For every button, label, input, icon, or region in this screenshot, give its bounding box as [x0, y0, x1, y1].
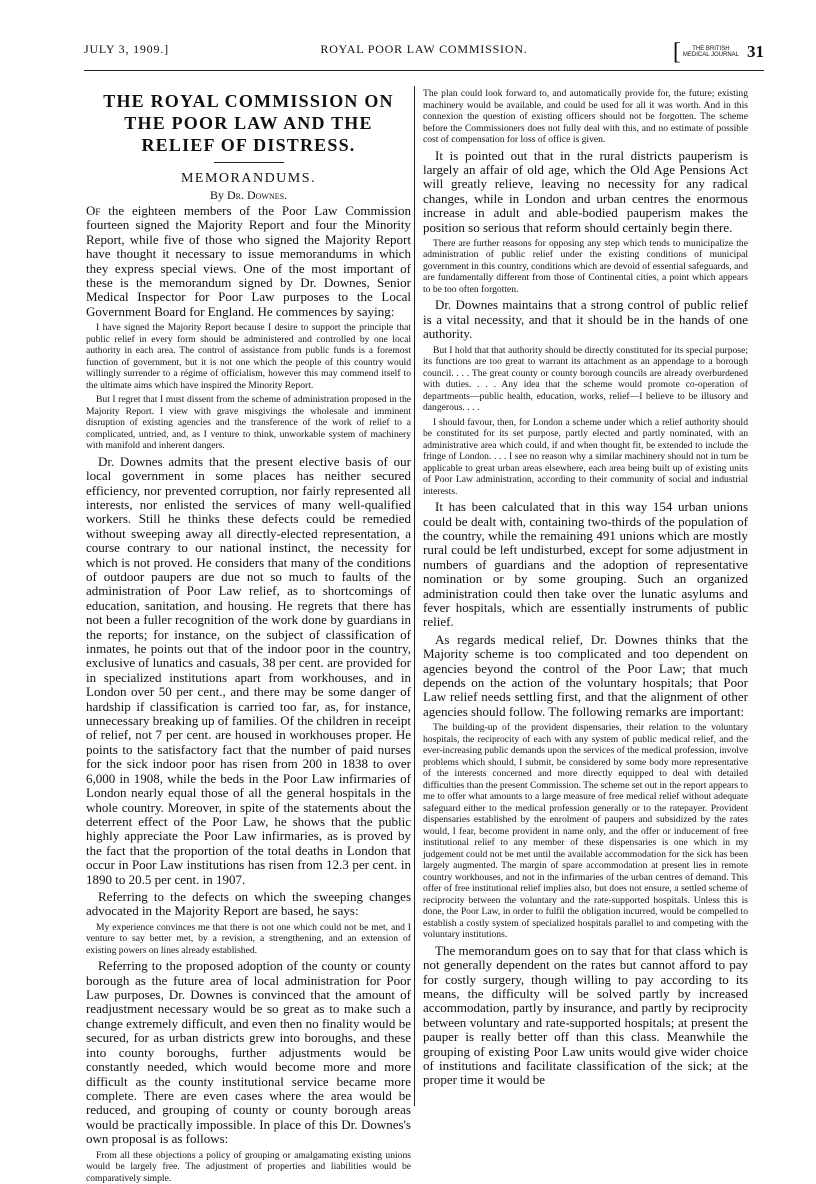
journal-name [683, 46, 739, 59]
right-column [423, 88, 748, 1108]
header-running-title: ROYAL POOR LAW COMMISSION. [320, 42, 528, 56]
journal-line-2: MEDICAL JOURNAL [682, 52, 739, 58]
article-title: THE ROYAL COMMISSION ON THE POOR LAW AND THE RELIEF OF DISTRESS. [103, 91, 394, 155]
paragraph-text: the eighteen members of the Poor Law Commission fourteen signed the Majority Report and four the Minority Report, while five of those who signed the Majority Report have thought it necessary to issue memorandums in which they express special views. One of the most important of these is the memorandum signed by Dr. Downes, Senior Medical Inspector for Poor Law purposes to the Local Government Board for England. He commences by saying: [86, 203, 411, 319]
paragraph: As regards medical relief, Dr. Downes thinks that the Majority scheme is too complicated and too dependent on agencies beyond the control of the Poor Law; that much depends on the action of the voluntary hospitals; that Poor Law relief needs settling first, and that the alignment of other agencies should follow. The following remarks are important: [423, 631, 748, 719]
paragraph: Dr. Downes maintains that a strong control of public relief is a vital necessity, and that it should be in the hands of one authority. [423, 297, 748, 342]
column-divider [414, 86, 415, 1106]
quotation: The plan could look forward to, and automatically provide for, the future; existing machinery would be available, and could be used for all it was worth. And in this connexion the question of existing officers should not be forgotten. The scheme before the Commissioners does not fully deal with this, and no estimate of possible cost of compensation for loss of office is given. [423, 88, 748, 145]
left-column [86, 88, 411, 1184]
quotation: My experience convinces me that there is not one which could not be met, and I venture to say better met, by a revision, a strengthening, and an extension of existing powers on lines already established. [86, 921, 411, 956]
byline [86, 188, 411, 203]
quotation: The building-up of the provident dispensaries, their relation to the voluntary hospitals, the reciprocity of each with any system of public medical relief, and the ever-increasing public demands upon the services of the medical profession, involve problems which should, I submit, be considered by some body more representative of the interests concerned and more directly equipped to deal with detailed difficulties than the present Commission. The scheme set out in the report appears to me to offer what amounts to a large measure of free medical relief without adequate safeguard either to the medical profession generally or to the ratepayer. Provident dispensaries established by the enrolment of paupers and subsidized by the rates would, I fear, become provident in name only, and the offer or inducement of free institutional relief to any member of these dispensaries is one which in my judgement could not be met until the available accommodation for the sick has been largely augmented. The margin of spare accommodation at present lies in remote country workhouses, and not in the infirmaries of the urban centres of demand. This offer of free institutional relief implies also, but does not ensure, a settled scheme of reciprocity between the voluntary and the rate-supported hospitals. Unless this is done, the Poor Law, in order to fulfil the obligation incurred, would be compelled to establish a costly system of specialized hospitals parallel to and competing with the voluntary institutions. [423, 722, 748, 941]
quotation: From all these objections a policy of grouping or amalgamating existing unions would be largely free. The adjustment of properties and liabilities would be comparatively simple. [86, 1149, 411, 1184]
paragraph: Dr. Downes admits that the present elective basis of our local government in some places has neither secured efficiency, nor prevented corruption, nor fairly represented all interests, nor enlisted the services of many well-qualified workers. Still he thinks these defects could be remedied without sweeping away all directly-elected representation, a course contrary to our national instinct, the necessity for which is not proved. He considers that many of the conditions of outdoor paupers are due not so much to faults of the administration of Poor Law relief, as to shortcomings of education, sanitation, and housing. He regrets that there has not been a fuller recognition of the work done by guardians in the reports; for instance, on the subject of classification of inmates, he points out that of the indoor poor in the country, exclusive of lunatics and casuals, 38 per cent. are provided for in specialized institutions apart from workhouses, and in London over 50 per cent., and there may be some danger of hardship if classification is carried too far, as, for instance, unnecessary breaking up of families. Of the children in receipt of relief, not 7 per cent. are housed in workhouses proper. He points to the satisfactory fact that the number of paid nurses for the sick indoor poor has risen from 200 in 1838 to over 6,000 in 1908, while the beds in the Poor Law infirmaries of London nearly equal those of all the general hospitals in the whole country. Moreover, in spite of the statements about the deterrent effect of the Poor Law, he shows that the public highly appreciate the Poor Law infirmaries, as is proved by the fact that the proportion of the total deaths in London that occur in Poor Law institutions has risen from 12.3 per cent. in 1890 to 20.5 per cent. in 1907. [86, 453, 411, 887]
quotation: But I hold that that authority should be directly constituted for its special purpose; its functions are too great to warrant its attachment as an appendage to a borough council. . . . The great county or county borough councils are already overburdened with duties. . . . Any idea that the scheme would promote co-operation of departments—public health, education, works, relief—I believe to be illusory and dangerous. . . . [423, 344, 748, 414]
byline-author: Dr. Downes. [226, 188, 288, 202]
quotation: I should favour, then, for London a scheme under which a relief authority should be constituted for its set purpose, partly elected and partly nominated, with an administrative area which could, if and when thought fit, be extended to include the fringe of London. . . . I see no reason why a similar machinery should not in turn be applicable to great urban areas elsewhere, each area being built up of existing units of Poor Law administration, according to their community of social and industrial interests. [423, 416, 748, 497]
page-number: 31 [747, 42, 764, 61]
journal-line-1: THE BRITISH [692, 45, 730, 52]
header-bracket: [ [672, 39, 681, 65]
running-header [84, 40, 764, 71]
byline-prefix: By [209, 188, 224, 202]
quotation: I have signed the Majority Report because I desire to support the principle that public relief in every form should be administered and controlled by one local authority in each area. The control of assistance from public funds is a foremost function of government, but it is not one which the people of this country would willingly surrender to a régime of officialism, however this may commend itself to the ultimate aims which have inspired the Minority Report. [86, 322, 411, 391]
paragraph: Referring to the defects on which the sweeping changes advocated in the Majority Report are based, he says: [86, 888, 411, 919]
quotation: There are further reasons for opposing any step which tends to municipalize the administration of public relief under the existing conditions of municipal government in this country, conditions which are devoid of essential safeguards, and are fundamentally different from those of Continental cities, a point which appears to be too often forgotten. [423, 237, 748, 295]
section-heading: MEMORANDUMS. [180, 171, 317, 186]
paragraph: The memorandum goes on to say that for that class which is not generally dependent on the rates but cannot afford to pay for costly surgery, though willing to pay according to its means, the difficulty will be solved partly by increased accommodation, partly by insurance, and partly by reciprocity between voluntary and rate-supported hospitals; at present the pauper is really better off than this class. Meanwhile the grouping of existing Poor Law units would give wider choice of institutions and facilitate classification of the sick; at the proper time it would be [423, 942, 748, 1088]
paragraph: It is pointed out that in the rural districts pauperism is largely an affair of old age, which the Old Age Pensions Act will greatly relieve, leaving no necessity for any radical changes, while in London and urban centres the enormous increase in adult and able-bodied pauperism makes the position so serious that reform should certainly begin there. [423, 147, 748, 235]
paragraph [86, 204, 411, 319]
opening-word: Of [86, 203, 101, 218]
paragraph: It has been calculated that in this way 154 urban unions could be dealt with, containing two-thirds of the population of the country, while the remaining 491 unions which are mostly rural could be left undisturbed, except for some adjustment in numbers of guardians and the adoption of representative nomination or by some grouping. Such an organized administration could then take over the lunatic asylums and fever hospitals, which are essentially instruments of public relief. [423, 499, 748, 630]
paragraph: Referring to the proposed adoption of the county or county borough as the future area of local administration for Poor Law purposes, Dr. Downes is convinced that the amount of readjustment necessary would be so great as to make such a change extremely difficult, and even then no finality would be secured, for as urban districts grew into boroughs, and these into county boroughs, further adjustments would be constantly needed, which would become more and more difficult as the county institutional service became more complete. There are even cases where the area would be reduced, and grouping of county or county borough areas would be practically impossible. In place of this Dr. Downes's own proposal is as follows: [86, 958, 411, 1147]
header-date: JULY 3, 1909.] [84, 42, 169, 56]
title-divider [214, 162, 284, 163]
header-journal-block [673, 40, 764, 64]
quotation: But I regret that I must dissent from the scheme of administration proposed in the Majority Report. I view with grave misgivings the wholesale and imminent disruption of existing agencies and the transference of the work of relief to a complicated, untried, and, as I venture to think, unworkable system of machinery with manifold and inherent dangers. [86, 394, 411, 452]
